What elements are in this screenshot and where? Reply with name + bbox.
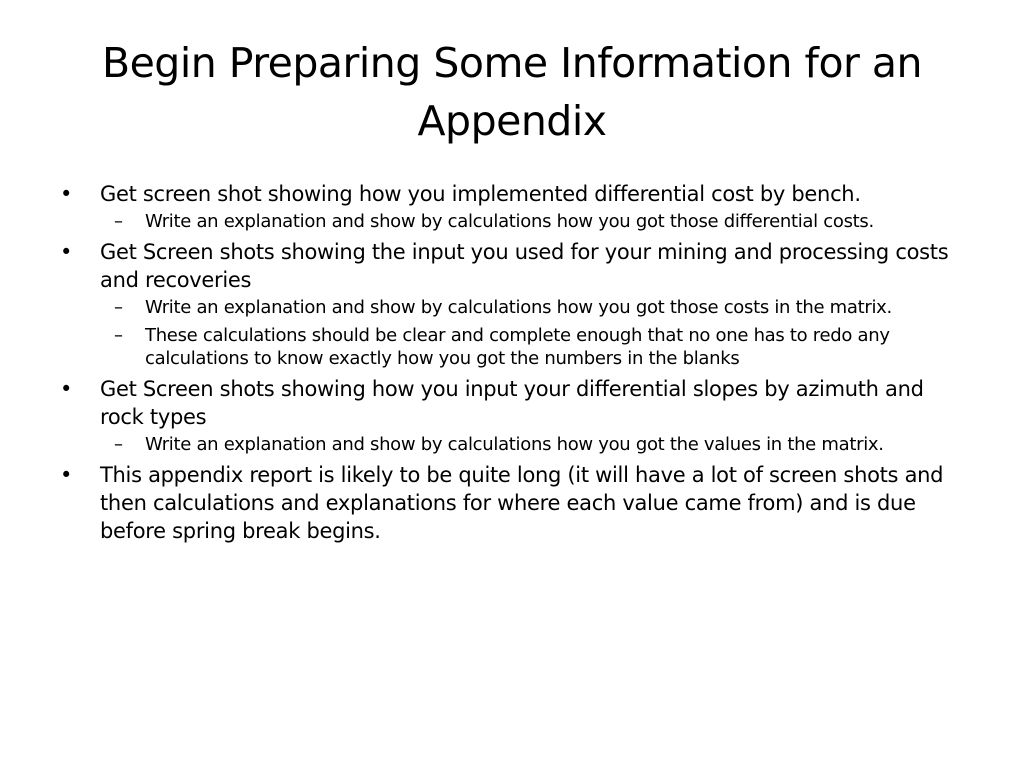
bullet-text: This appendix report is likely to be quite long (it will have a lot of screen shots and then calculations and explanations for where each value came from) and is due before spring break begins. (100, 463, 944, 543)
bullet-item (58, 238, 968, 370)
bullet-text: Get Screen shots showing the input you used for your mining and processing costs and recoveries (100, 240, 949, 292)
dash-marker: – (114, 434, 123, 455)
sub-bullet-text: Write an explanation and show by calculations how you got the values in the matrix. (145, 434, 884, 455)
sub-bullet-text: Write an explanation and show by calculations how you got those costs in the matrix. (145, 297, 892, 318)
bullet-text: Get screen shot showing how you implemented differential cost by bench. (100, 182, 861, 206)
slide-body (58, 180, 968, 550)
bullet-marker: • (60, 463, 73, 487)
dash-marker: – (114, 211, 123, 232)
dash-marker: – (114, 297, 123, 318)
bullet-list (58, 180, 968, 545)
sub-bullet-item (100, 433, 968, 456)
sub-bullet-list (100, 210, 968, 233)
sub-bullet-text: Write an explanation and show by calculations how you got those differential costs. (145, 211, 874, 232)
bullet-marker: • (60, 377, 73, 401)
sub-bullet-item (100, 324, 968, 370)
bullet-item (58, 375, 968, 456)
sub-bullet-list (100, 433, 968, 456)
bullet-text: Get Screen shots showing how you input your differential slopes by azimuth and rock types (100, 377, 924, 429)
bullet-marker: • (60, 240, 73, 264)
sub-bullet-text: These calculations should be clear and complete enough that no one has to redo any calculations to know exactly how you got the numbers in the blanks (145, 325, 890, 369)
bullet-item (58, 461, 968, 545)
sub-bullet-list (100, 296, 968, 370)
dash-marker: – (114, 325, 123, 346)
sub-bullet-item (100, 210, 968, 233)
sub-bullet-item (100, 296, 968, 319)
slide-title: Begin Preparing Some Information for an Appendix (101, 39, 923, 145)
bullet-marker: • (60, 182, 73, 206)
bullet-item (58, 180, 968, 233)
